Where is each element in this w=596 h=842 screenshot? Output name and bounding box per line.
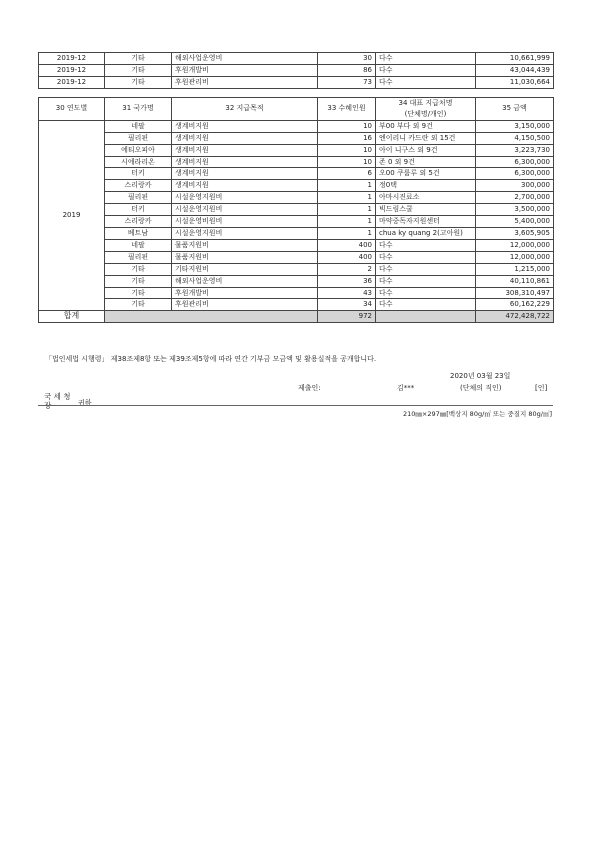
representative-cell: 부00 부다 외 9건 xyxy=(376,120,476,132)
country-cell: 에티오피아 xyxy=(105,144,172,156)
purpose-cell: 해외사업운영비 xyxy=(172,53,318,65)
amount-cell: 3,605,905 xyxy=(476,227,554,239)
table-row xyxy=(39,144,554,156)
representative-cell: 엔이리니 카드란 외 15건 xyxy=(376,132,476,144)
country-cell: 네팔 xyxy=(105,239,172,251)
submitter-label: 제출인: xyxy=(298,384,321,392)
representative-cell: 정0택 xyxy=(376,180,476,192)
amount-cell: 43,044,439 xyxy=(476,65,554,77)
representative-cell: chua ky quang 2(고아원) xyxy=(376,227,476,239)
amount-cell: 11,030,664 xyxy=(476,77,554,89)
table-row xyxy=(39,180,554,192)
representative-cell: 다수 xyxy=(376,239,476,251)
recipients-cell: 30 xyxy=(318,53,376,65)
representative-cell: 다수 xyxy=(376,53,476,65)
country-cell: 필리핀 xyxy=(105,192,172,204)
honorific: 귀하 xyxy=(78,399,92,407)
representative-cell: 빅드림스쿨 xyxy=(376,204,476,216)
header-country: 31 국가명 xyxy=(105,98,172,121)
purpose-cell: 생계비지원 xyxy=(172,168,318,180)
amount-cell: 10,661,999 xyxy=(476,53,554,65)
recipients-cell: 1 xyxy=(318,204,376,216)
recipients-cell: 36 xyxy=(318,275,376,287)
table-row xyxy=(39,275,554,287)
top-continuation-table xyxy=(38,52,554,89)
table-row xyxy=(39,53,554,65)
amount-cell: 5,400,000 xyxy=(476,216,554,228)
country-cell: 시에라리온 xyxy=(105,156,172,168)
country-cell: 터키 xyxy=(105,168,172,180)
amount-cell: 6,300,000 xyxy=(476,156,554,168)
table-row xyxy=(39,287,554,299)
amount-cell: 12,000,000 xyxy=(476,251,554,263)
recipients-cell: 6 xyxy=(318,168,376,180)
country-cell: 네팔 xyxy=(105,120,172,132)
recipients-cell: 10 xyxy=(318,120,376,132)
amount-cell: 308,310,497 xyxy=(476,287,554,299)
table-row xyxy=(39,156,554,168)
amount-cell: 3,500,000 xyxy=(476,204,554,216)
country-cell: 필리핀 xyxy=(105,251,172,263)
recipients-cell: 43 xyxy=(318,287,376,299)
purpose-cell: 후원개발비 xyxy=(172,65,318,77)
addressee xyxy=(44,392,71,410)
amount-cell: 40,110,861 xyxy=(476,275,554,287)
amount-cell: 60,162,229 xyxy=(476,299,554,311)
recipients-cell: 34 xyxy=(318,299,376,311)
header-representative: 34 대표 지급처명 (단체명/개인) xyxy=(376,98,476,121)
table-row xyxy=(39,239,554,251)
recipients-cell: 10 xyxy=(318,144,376,156)
table-row xyxy=(39,120,554,132)
paper-spec: 210㎜×297㎜[백상지 80g/㎡ 또는 중질지 80g/㎡] xyxy=(402,410,552,418)
country-cell: 스리랑카 xyxy=(105,180,172,192)
amount-cell: 2,700,000 xyxy=(476,192,554,204)
representative-cell: 다수 xyxy=(376,263,476,275)
country-cell: 베트남 xyxy=(105,227,172,239)
representative-cell: 다수 xyxy=(376,275,476,287)
purpose-cell: 물품지원비 xyxy=(172,239,318,251)
table-row xyxy=(39,227,554,239)
purpose-cell: 시설운영지원비 xyxy=(172,204,318,216)
country-cell: 기타 xyxy=(105,53,172,65)
table-row xyxy=(39,168,554,180)
purpose-cell: 후원관리비 xyxy=(172,299,318,311)
amount-cell: 4,150,500 xyxy=(476,132,554,144)
purpose-cell: 생계비지원 xyxy=(172,180,318,192)
purpose-cell: 생계비지원 xyxy=(172,132,318,144)
addressee-line2: 장 xyxy=(44,401,52,410)
country-cell: 필리핀 xyxy=(105,132,172,144)
recipients-cell: 1 xyxy=(318,180,376,192)
country-cell: 기타 xyxy=(105,299,172,311)
country-cell: 기타 xyxy=(105,65,172,77)
table-row xyxy=(39,192,554,204)
addressee-line1: 국 세 청 xyxy=(44,392,71,401)
purpose-cell: 생계비지원 xyxy=(172,144,318,156)
representative-cell: 다수 xyxy=(376,77,476,89)
country-cell: 스리랑카 xyxy=(105,216,172,228)
purpose-cell: 시설운영지원비 xyxy=(172,227,318,239)
amount-cell: 6,300,000 xyxy=(476,168,554,180)
table-row xyxy=(39,263,554,275)
recipients-cell: 1 xyxy=(318,227,376,239)
representative-cell: 아마시진료소 xyxy=(376,192,476,204)
table-row xyxy=(39,132,554,144)
representative-cell: 마약중독자지원센터 xyxy=(376,216,476,228)
submitter-role: (단체의 직인) xyxy=(460,384,502,392)
total-label: 합계 xyxy=(39,311,105,323)
recipients-cell: 10 xyxy=(318,156,376,168)
amount-cell: 300,000 xyxy=(476,180,554,192)
table-row xyxy=(39,251,554,263)
recipients-cell: 1 xyxy=(318,192,376,204)
submission-date: 2020년 03월 23일 xyxy=(450,372,511,380)
country-cell: 기타 xyxy=(105,263,172,275)
total-amount: 472,428,722 xyxy=(476,311,554,323)
purpose-cell: 후원개발비 xyxy=(172,287,318,299)
footer-divider xyxy=(38,405,553,406)
recipients-cell: 2 xyxy=(318,263,376,275)
table-row xyxy=(39,65,554,77)
legal-notice: 「법인세법 시행령」 제38조제8항 또는 제39조제5항에 따라 연간 기부금 모금액 및 활용실적을 공개합니다. xyxy=(45,355,377,363)
purpose-cell: 기타지원비 xyxy=(172,263,318,275)
recipients-cell: 1 xyxy=(318,216,376,228)
total-blank-rep xyxy=(376,311,476,323)
period-cell: 2019-12 xyxy=(39,65,105,77)
period-cell: 2019-12 xyxy=(39,53,105,65)
recipients-cell: 400 xyxy=(318,251,376,263)
amount-cell: 3,223,730 xyxy=(476,144,554,156)
recipients-cell: 86 xyxy=(318,65,376,77)
recipients-cell: 400 xyxy=(318,239,376,251)
header-year: 30 연도별 xyxy=(39,98,105,121)
purpose-cell: 후원관리비 xyxy=(172,77,318,89)
purpose-cell: 생계비지원 xyxy=(172,156,318,168)
purpose-cell: 시설운영비원비 xyxy=(172,216,318,228)
period-cell: 2019-12 xyxy=(39,77,105,89)
recipients-cell: 16 xyxy=(318,132,376,144)
table-header-row xyxy=(39,98,554,121)
header-recipients: 33 수혜인원 xyxy=(318,98,376,121)
header-purpose: 32 지급목적 xyxy=(172,98,318,121)
header-amount: 35 금액 xyxy=(476,98,554,121)
table-row xyxy=(39,204,554,216)
amount-cell: 12,000,000 xyxy=(476,239,554,251)
recipients-cell: 73 xyxy=(318,77,376,89)
total-recipients: 972 xyxy=(318,311,376,323)
representative-cell: 다수 xyxy=(376,65,476,77)
purpose-cell: 물품지원비 xyxy=(172,251,318,263)
purpose-cell: 생계비지원 xyxy=(172,120,318,132)
country-cell: 기타 xyxy=(105,77,172,89)
total-row xyxy=(39,311,554,323)
submitter-name: 김*** xyxy=(397,384,415,392)
table-row xyxy=(39,77,554,89)
representative-cell: 존 0 외 9건 xyxy=(376,156,476,168)
representative-cell: 오00 쿠륨루 외 5건 xyxy=(376,168,476,180)
table-row xyxy=(39,216,554,228)
purpose-cell: 해외사업운영비 xyxy=(172,275,318,287)
representative-cell: 다수 xyxy=(376,251,476,263)
seal-mark: [인] xyxy=(535,384,548,392)
representative-cell: 다수 xyxy=(376,287,476,299)
year-cell: 2019 xyxy=(39,120,105,311)
donation-usage-table xyxy=(38,97,554,323)
country-cell: 터키 xyxy=(105,204,172,216)
total-blank-cell xyxy=(105,311,318,323)
representative-cell: 아이 니구스 외 9건 xyxy=(376,144,476,156)
representative-cell: 다수 xyxy=(376,299,476,311)
amount-cell: 1,215,000 xyxy=(476,263,554,275)
amount-cell: 3,150,000 xyxy=(476,120,554,132)
purpose-cell: 시설운영지원비 xyxy=(172,192,318,204)
country-cell: 기타 xyxy=(105,275,172,287)
country-cell: 기타 xyxy=(105,287,172,299)
table-row xyxy=(39,299,554,311)
